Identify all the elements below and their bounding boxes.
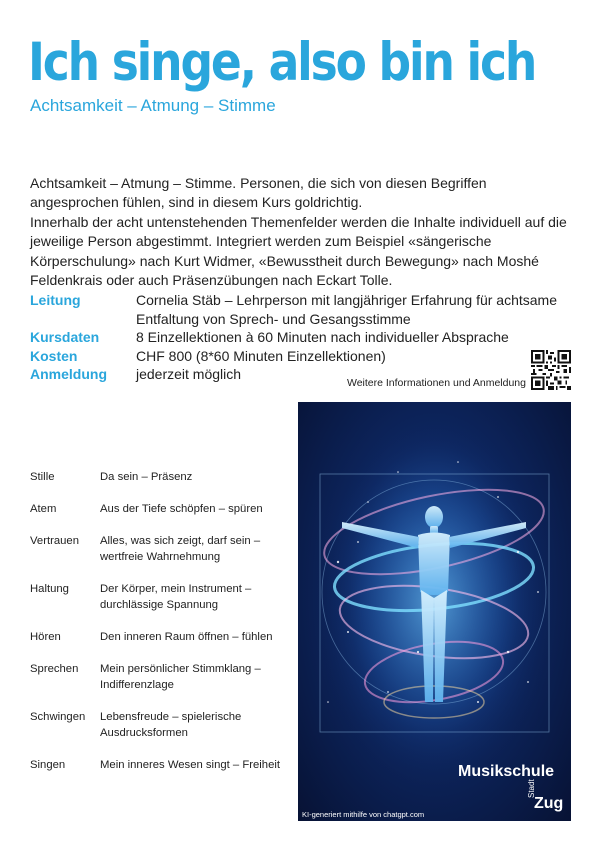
topic-line: durchlässige Spannung bbox=[100, 599, 219, 611]
info-label: Leitung bbox=[30, 292, 81, 308]
info-label: Anmeldung bbox=[30, 366, 107, 383]
vitruvian-figure-illustration bbox=[298, 402, 571, 821]
info-value: Cornelia Stäb – Lehrperson mit langjähriger Erfahrung für achtsame Entfaltung von Sprech- und Gesangsstimme bbox=[136, 292, 558, 327]
topic-name: Vertrauen bbox=[30, 535, 79, 547]
topic-line: Der Körper, mein Instrument – bbox=[100, 583, 252, 595]
topic-line: wertfreie Wahrnehmung bbox=[100, 551, 221, 563]
topic-description bbox=[100, 501, 285, 517]
topic-description bbox=[100, 533, 285, 565]
topic-name: Stille bbox=[30, 471, 55, 483]
list-item bbox=[30, 629, 285, 645]
info-row-leitung bbox=[30, 291, 575, 328]
qr-caption: Weitere Informationen und Anmeldung bbox=[346, 377, 526, 389]
topic-name: Haltung bbox=[30, 583, 69, 595]
info-row-kursdaten bbox=[30, 328, 575, 347]
list-item bbox=[30, 469, 285, 485]
info-value: jederzeit möglich bbox=[136, 366, 242, 383]
page-subtitle: Achtsamkeit – Atmung – Stimme bbox=[30, 96, 276, 115]
topic-name: Singen bbox=[30, 759, 66, 771]
topic-name: Hören bbox=[30, 631, 61, 643]
course-info bbox=[30, 291, 575, 384]
info-label: Kursdaten bbox=[30, 329, 100, 346]
topic-description bbox=[100, 709, 285, 741]
school-logo-name: Musikschule bbox=[458, 763, 555, 780]
topic-description bbox=[100, 757, 285, 773]
list-item bbox=[30, 501, 285, 517]
topic-name: Atem bbox=[30, 503, 57, 515]
info-value: CHF 800 (8*60 Minuten Einzellektionen) bbox=[136, 347, 386, 364]
list-item bbox=[30, 581, 285, 613]
illustration-panel bbox=[298, 402, 571, 821]
list-item bbox=[30, 757, 285, 773]
topic-line: Alles, was sich zeigt, darf sein – bbox=[100, 535, 261, 547]
topic-description bbox=[100, 661, 285, 693]
topic-line: Mein inneres Wesen singt – Freiheit bbox=[100, 759, 280, 771]
topic-line: Indifferenzlage bbox=[100, 679, 174, 691]
school-logo-city: Zug bbox=[534, 795, 564, 812]
intro-paragraph-1: Achtsamkeit – Atmung – Stimme. Personen, die sich von diesen Begriffen angesprochen fühlen, sind in diesem Kurs goldrichtig. bbox=[30, 175, 487, 211]
topic-list bbox=[30, 469, 285, 789]
qr-code-icon[interactable] bbox=[531, 350, 571, 390]
topic-line: Aus der Tiefe schöpfen – spüren bbox=[100, 503, 263, 515]
intro-paragraph-2: Innerhalb der acht untenstehenden Themenfelder werden die Inhalte individuell auf die jeweilige Person abgestimmt. Integriert werden zum Beispiel «sängerische Körperschulung» nach Kurt Widmer, «Bewusstheit durch Bewegung» nach Moshé Feldenkrais oder auch Präsenzübungen nach Eckart Tolle. bbox=[30, 213, 567, 289]
image-credit: KI-generiert mithilfe von chatgpt.com bbox=[302, 810, 425, 819]
list-item bbox=[30, 661, 285, 693]
topic-name: Schwingen bbox=[30, 711, 86, 723]
topic-line: Mein persönlicher Stimmklang – bbox=[100, 663, 261, 675]
topic-description bbox=[100, 469, 285, 485]
info-value: 8 Einzellektionen à 60 Minuten nach individueller Absprache bbox=[136, 329, 509, 346]
school-logo-stadt: Stadt bbox=[527, 779, 536, 798]
topic-line: Ausdrucksformen bbox=[100, 727, 188, 739]
topic-line: Den inneren Raum öffnen – fühlen bbox=[100, 631, 273, 643]
topic-line: Lebensfreude – spielerische bbox=[100, 711, 242, 723]
list-item bbox=[30, 709, 285, 741]
page-title: Ich singe, also bin ich bbox=[28, 32, 536, 93]
list-item bbox=[30, 533, 285, 565]
info-row-kosten bbox=[30, 347, 575, 366]
topic-description bbox=[100, 581, 285, 613]
topic-name: Sprechen bbox=[30, 663, 79, 675]
topic-description bbox=[100, 629, 285, 645]
intro-text bbox=[30, 174, 575, 290]
topic-line: Da sein – Präsenz bbox=[100, 471, 193, 483]
info-label: Kosten bbox=[30, 347, 78, 364]
